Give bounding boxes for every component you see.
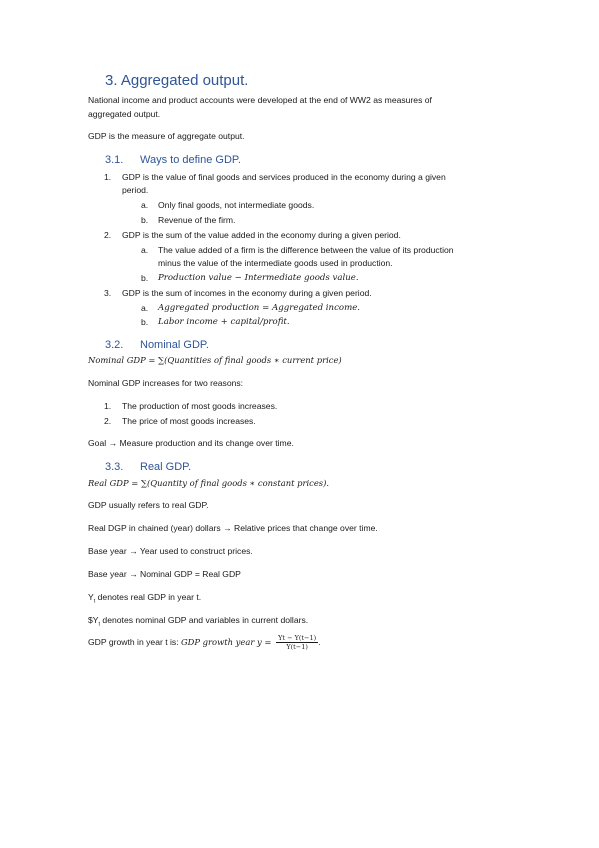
text-line: GDP usually refers to real GDP. (88, 500, 209, 510)
subheading-3-3 (0, 461, 599, 475)
growth-prefix: GDP growth in year t is: (88, 637, 181, 647)
list-number: 2. (104, 416, 112, 426)
gdp-growth-line (88, 633, 321, 651)
notation-text: denotes real GDP in year t. (95, 592, 202, 602)
growth-formula: GDP growth year y = (180, 637, 275, 647)
math-expression: Aggregated production = Aggregated income. (158, 303, 361, 313)
list-text: The production of most goods increases. (122, 401, 278, 411)
list-text: GDP is the value of final goods and services produced in the economy during a given (122, 172, 446, 182)
list-letter: a. (141, 245, 149, 255)
list-text: GDP is the sum of the value added in the economy during a given period. (122, 230, 401, 240)
growth-fraction (276, 634, 321, 652)
reasons-intro: Nominal GDP increases for two reasons: (88, 378, 244, 388)
notation-text: denotes nominal GDP and variables in current dollars. (100, 615, 309, 625)
real-gdp-notation (88, 592, 201, 608)
text-line: Base year → Year used to construct prices. (88, 546, 253, 556)
list-letter: b. (141, 317, 149, 327)
nominal-gdp-notation (88, 615, 308, 631)
intro-line-2: aggregated output. (88, 109, 161, 119)
subheading-title: Nominal GDP. (140, 339, 209, 351)
list-number: 1. (104, 172, 112, 182)
math-expression: Production value − Intermediate goods value. (158, 273, 359, 283)
list-text: GDP is the sum of incomes in the economy during a given period. (122, 288, 372, 298)
fraction-denominator: Y(t−1) (286, 643, 308, 652)
fraction-numerator: Yt − Y(t−1) (278, 634, 317, 643)
subheading-number: 3.3. (105, 461, 124, 473)
subheading-3-2 (0, 339, 599, 353)
list-text: The price of most goods increases. (122, 416, 256, 426)
section-heading: 3. Aggregated output. (105, 72, 249, 89)
list-text: Revenue of the firm. (158, 215, 236, 225)
growth-end: . (318, 637, 321, 647)
notation-symbol: Y (88, 592, 94, 602)
math-expression: Labor income + capital/profit. (158, 317, 290, 327)
list-letter: a. (141, 200, 149, 210)
list-number: 2. (104, 230, 112, 240)
notation-symbol: $Y (88, 615, 99, 625)
list-letter: a. (141, 303, 149, 313)
list-letter: b. (141, 215, 149, 225)
list-text: Only final goods, not intermediate goods. (158, 200, 315, 210)
real-gdp-formula: Real GDP = ∑(Quantity of final goods ∗ constant prices). (88, 478, 330, 488)
list-text-cont: minus the value of the intermediate goods used in production. (158, 258, 393, 268)
list-letter: b. (141, 273, 149, 283)
list-number: 1. (104, 401, 112, 411)
subheading-title: Ways to define GDP. (140, 154, 241, 166)
notation-subscript: t (93, 598, 96, 605)
subheading-number: 3.2. (105, 339, 124, 351)
list-text-cont: period. (122, 185, 149, 195)
subheading-title: Real GDP. (140, 461, 192, 473)
goal-line: Goal → Measure production and its change over time. (88, 438, 294, 448)
text-line: Real DGP in chained (year) dollars → Relative prices that change over time. (88, 523, 378, 533)
notation-subscript: t (98, 621, 101, 628)
subheading-number: 3.1. (105, 154, 124, 166)
nominal-gdp-formula: Nominal GDP = ∑(Quantities of final goods ∗ current price) (88, 355, 342, 365)
intro-line-1: National income and product accounts were developed at the end of WW2 as measures of (88, 95, 432, 105)
list-number: 3. (104, 288, 112, 298)
text-line: Base year → Nominal GDP = Real GDP (88, 569, 241, 579)
subheading-3-1 (0, 154, 599, 168)
gdp-definition: GDP is the measure of aggregate output. (88, 131, 245, 141)
list-text: The value added of a firm is the difference between the value of its production (158, 245, 454, 255)
